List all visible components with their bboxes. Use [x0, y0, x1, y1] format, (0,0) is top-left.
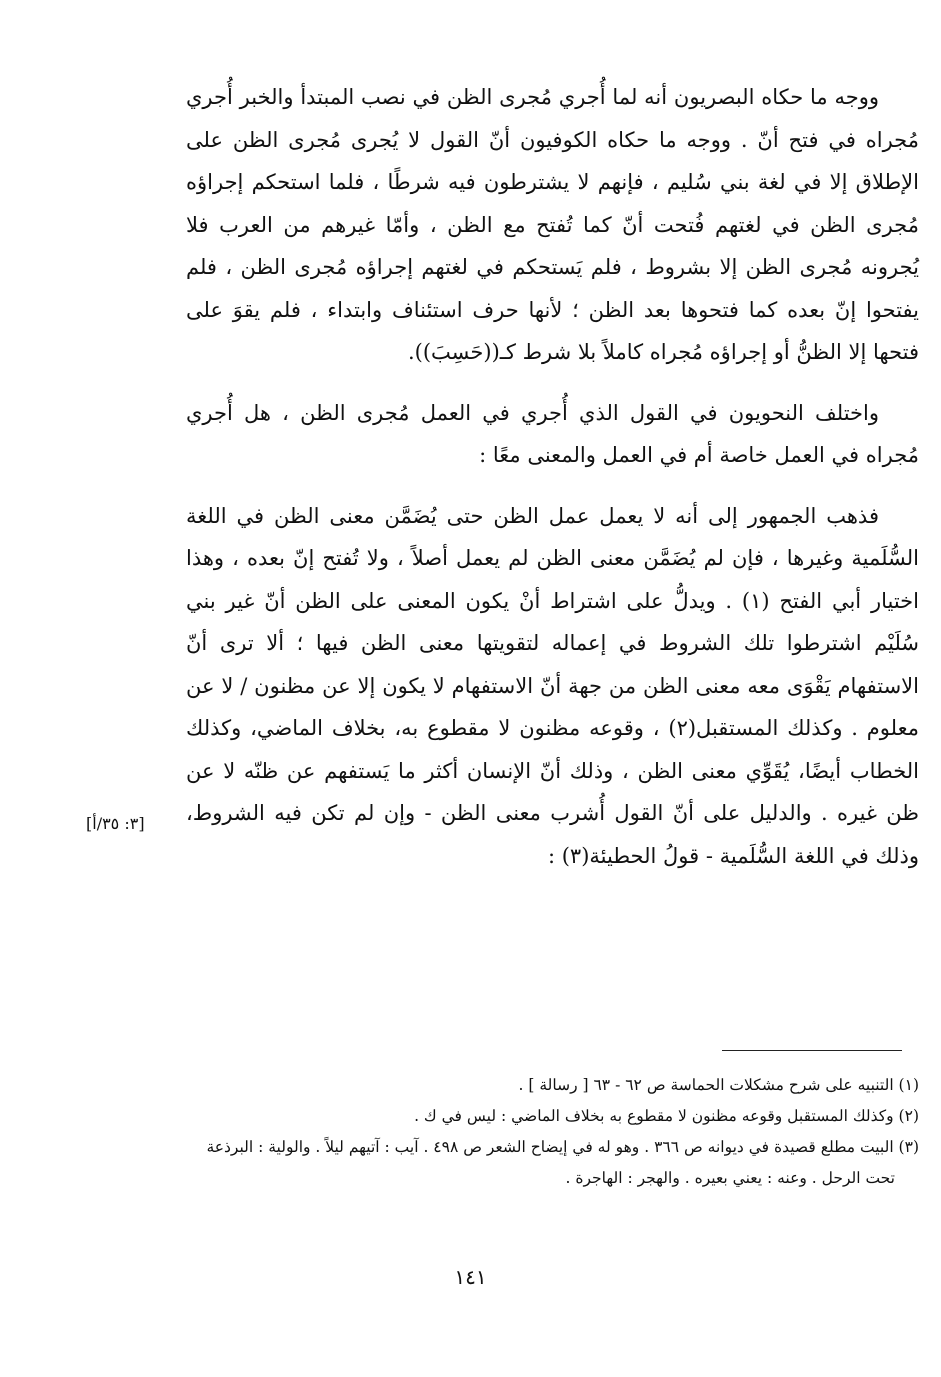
footnote-1: (١) التنبيه على شرح مشكلات الحماسة ص ٦٢ - ٦٣ [ رسالة ] .	[518, 1076, 919, 1094]
footnote-2: (٢) وكذلك المستقبل وقوعه مظنون لا مقطوع به بخلاف الماضي : ليس في ك .	[414, 1107, 919, 1125]
body-text	[186, 76, 919, 877]
paragraph-3	[186, 495, 919, 878]
footnotes	[186, 1070, 919, 1194]
paragraph-1	[186, 76, 919, 374]
footnote-3: (٣) البيت مطلع قصيدة في ديوانه ص ٣٦٦ . وهو له في إيضاح الشعر ص ٤٩٨ . آيب : آتيهم ليلاً . والولية : البرذعة تحت الرحل . وعنه : يعني بعيره . والهجر : الهاجرة .	[206, 1138, 919, 1187]
footnote-separator	[722, 1050, 902, 1051]
paragraph-2-text: واختلف النحويون في القول الذي أُجري في العمل مُجرى الظن ، هل أُجري مُجراه في العمل خاصة أم في العمل والمعنى معًا :	[186, 400, 919, 467]
paragraph-1-text: ووجه ما حكاه البصريون أنه لما أُجري مُجرى الظن في نصب المبتدأ والخبر أُجري مُجراه في فتح أنّ . ووجه ما حكاه الكوفيون أنّ القول لا يُجرى مُجرى الظن على الإطلاق إلا في لغة بني سُليم ، فإنهم لا يشترطون فيه شرطًا ، فلما استحكم إجراؤه مُجرى الظن في لغتهم فُتحت أنّ كما تُفتح مع الظن ، وأمّا غيرهم من العرب فلا يُجرونه مُجرى الظن إلا بشروط ، فلم يَستحكم في لغتهم إجراؤه مُجرى الظن ، فلم يفتحوا إنّ بعده كما فتحوها بعد الظن ؛ لأنها حرف استئناف وابتداء ، فلم يقوَ على فتحها إلا الظنُّ أو إجراؤه مُجراه كاملاً بلا شرط كـ((حَسِبَ)).	[186, 85, 919, 364]
manuscript-folio-note: [٣: ٣٥/أ]	[86, 814, 145, 833]
page-number: ١٤١	[454, 1265, 487, 1289]
paragraph-2	[186, 392, 919, 477]
paragraph-3-text: فذهب الجمهور إلى أنه لا يعمل عمل الظن حتى يُضَمَّن معنى الظن في اللغة السُّلَمية وغيرها ، فإن لم يُضَمَّن معنى الظن لم يعمل أصلاً ، ولا تُفتح إنّ بعده ، وهذا اختيار أبي الفتح (١) . ويدلُّ على اشتراط أنْ يكون المعنى على الظن أنّ غير بني سُلَيْم اشترطوا تلك الشروط في إعماله لتقويتها معنى الظن فيها ؛ ألا ترى أنّ الاستفهام يَقْوَى معه معنى الظن من جهة أنّ الاستفهام لا يكون إلا عن مظنون / لا عن معلوم . وكذلك المستقبل(٢) ، وقوعه مظنون لا مقطوع به، بخلاف الماضي، وكذلك الخطاب أيضًا، يُقَوِّي معنى الظن ، وذلك أنّ الإنسان أكثر ما يَستفهم عن ظنّه لا عن ظن غيره . والدليل على أنّ القول أُشرب معنى الظن - وإن لم تكن فيه الشروط، وذلك في اللغة السُّلَمية - قولُ الحطيئة(٣) :	[186, 503, 919, 868]
